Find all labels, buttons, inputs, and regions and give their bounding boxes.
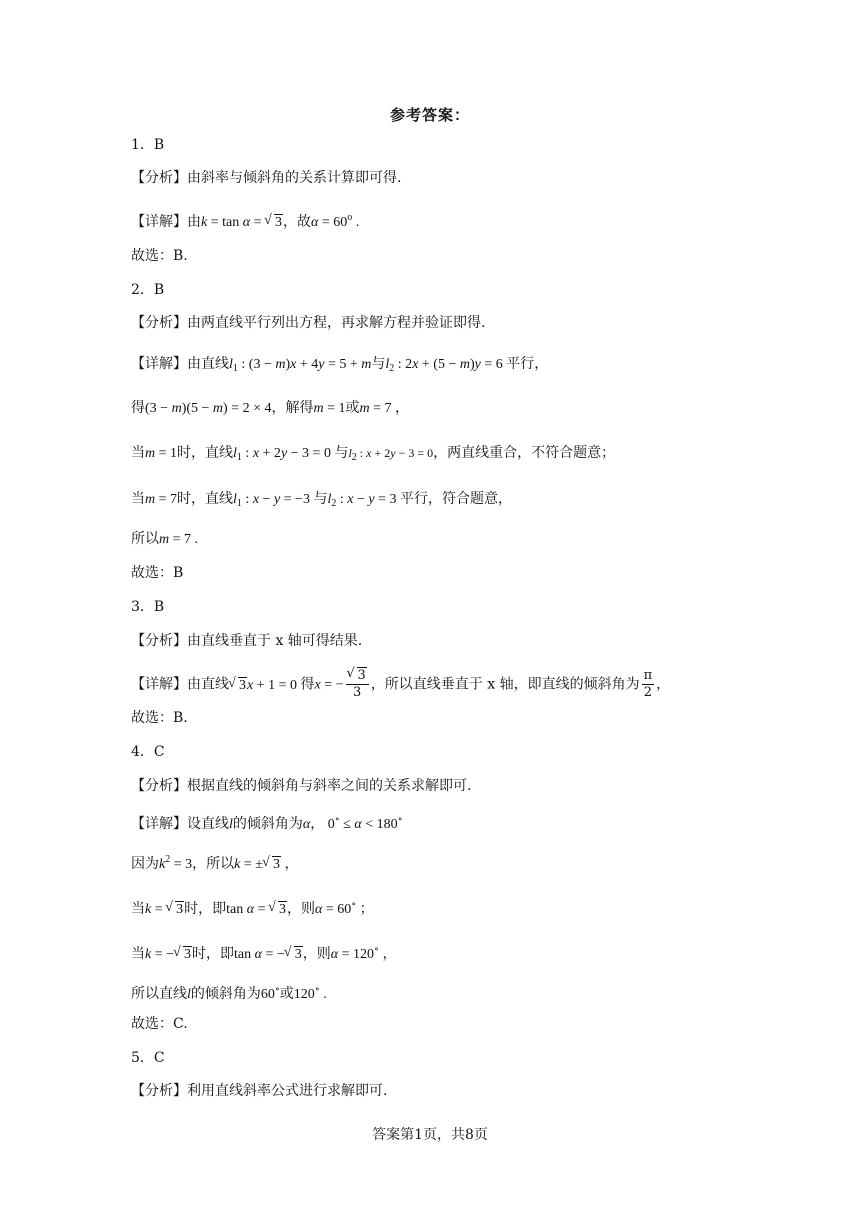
formula-120: 120∘ . <box>293 984 327 1002</box>
question-1-detail <box>131 208 359 233</box>
formula-line-l2: $l_2$ : 2x + (5 − m)y = 6 <box>385 357 507 374</box>
question-3-answer: 3．B <box>131 599 165 615</box>
formula-line-l1: $l_1$ : x − y = −3 <box>233 492 314 509</box>
formula-k: k = √ 3 <box>145 902 184 917</box>
detail-text: ，则 <box>287 901 315 917</box>
formula-m7: m = 7 <box>145 492 178 507</box>
detail-text: 得 <box>131 400 145 416</box>
page-title: 参考答案： <box>389 106 470 124</box>
question-4-conclusion: 故选：C. <box>131 1016 188 1032</box>
question-1-conclusion: 故选：B. <box>131 248 188 264</box>
detail-text: 与 <box>334 445 349 461</box>
question-2-answer: 2．B <box>131 282 165 298</box>
detail-text: 时，即 <box>184 901 227 917</box>
formula-angle: $\alpha = 60^o$ . <box>310 212 360 230</box>
formula-m1: m = 1 <box>145 446 178 461</box>
question-4-because <box>131 850 298 875</box>
detail-text: 或 <box>279 986 294 1002</box>
question-4-case-2 <box>131 940 396 965</box>
formula-line-l2: $l_2$ : x − y = 3 <box>327 492 400 509</box>
formula-alpha: α <box>302 817 311 832</box>
formula-l: l <box>187 987 191 1002</box>
detail-text: 【详解】由直线 <box>131 676 229 693</box>
detail-text: ，解得 <box>271 400 314 416</box>
detail-text: ，两直线重合，不符合题意； <box>433 445 616 461</box>
question-5-answer: 5．C <box>131 1050 165 1066</box>
question-4-answer: 4．C <box>131 744 165 760</box>
detail-text: ，故 <box>282 214 311 230</box>
detail-text: 【详解】由直线 <box>131 356 229 372</box>
question-1-analysis: 【分析】由斜率与倾斜角的关系计算即可得. <box>131 170 402 186</box>
detail-text: 时，直线 <box>177 491 234 507</box>
formula-alpha-value: α = 60∘ ； <box>315 899 374 917</box>
detail-text: 的倾斜角为 <box>232 816 303 832</box>
question-1-answer: 1．B <box>131 137 165 153</box>
detail-text: 【详解】设直线 <box>131 816 229 832</box>
detail-text: 当 <box>131 445 145 461</box>
formula-k-squared: $k^2 = 3$ <box>159 854 193 872</box>
formula-alpha-value: α = 120∘ ， <box>330 944 397 962</box>
formula-m7: m = 7 ， <box>359 401 410 416</box>
formula-line-l2: $l_2$ : x + 2y − 3 = 0 <box>348 446 434 463</box>
detail-text: 所以直线 <box>131 986 187 1002</box>
detail-text: 与 <box>313 491 328 507</box>
detail-text: 得 <box>300 676 315 693</box>
formula-pi-half: $\frac{\pi}{2}$ <box>643 668 653 700</box>
question-2-detail <box>131 354 548 379</box>
question-2-step <box>131 398 409 419</box>
question-4-analysis: 【分析】根据直线的倾斜角与斜率之间的关系求解即可. <box>131 778 472 794</box>
question-2-case-1 <box>131 443 615 468</box>
question-3-conclusion: 故选：B. <box>131 710 188 726</box>
question-2-result <box>131 529 198 550</box>
detail-text: 【详解】由 <box>131 214 201 230</box>
question-4-case-1 <box>131 895 374 920</box>
formula-equation: (3 − m)(5 − m) = 2 × 4 <box>145 401 272 416</box>
formula-line-l1: $l_1$ : (3 − m)x + 4y = 5 + m <box>229 357 372 374</box>
question-3-detail: 【详解】由直线√ 3x + 1 = 0 得x = − √ $\frac{3}{3}$ ，所以直线垂直于 x 轴，即直线的倾斜角为 $\frac{\pi}{2}$ ， <box>131 668 670 701</box>
formula-line: √ 3x + 1 = 0 <box>229 678 301 693</box>
detail-text: 因为 <box>131 856 159 872</box>
detail-text: 时，直线 <box>177 445 234 461</box>
detail-text: 当 <box>131 901 145 917</box>
detail-text: 当 <box>131 491 145 507</box>
detail-text: 的倾斜角为 <box>190 986 261 1002</box>
detail-text: 所以 <box>131 531 159 547</box>
question-4-result <box>131 980 327 1005</box>
formula-fraction: √ $\frac{3}{3}$ <box>346 668 369 701</box>
formula-m7: m = 7 . <box>159 532 199 547</box>
detail-text: ，所以直线垂直于 x 轴，即直线的倾斜角为 <box>370 676 640 693</box>
question-2-conclusion: 故选：B <box>131 565 184 581</box>
formula-m1: m = 1 <box>313 401 346 416</box>
detail-text: ，则 <box>302 946 331 962</box>
formula-tan: tan α = −√ 3 <box>234 947 303 962</box>
formula-k: k = −√ 3 <box>145 947 192 962</box>
detail-text: 与 <box>371 356 386 372</box>
detail-text: 当 <box>131 946 145 962</box>
question-5-analysis: 【分析】利用直线斜率公式进行求解即可. <box>131 1083 388 1099</box>
question-2-case-2 <box>131 489 512 514</box>
formula-60: 60∘ <box>260 984 280 1002</box>
formula-l: l <box>229 817 233 832</box>
formula-range: ， 0∘ ≤ α < 180∘ <box>310 814 403 832</box>
detail-text: 平行， <box>506 356 549 372</box>
detail-text: ，所以 <box>192 856 235 872</box>
question-3-analysis: 【分析】由直线垂直于 x 轴可得结果. <box>131 633 363 649</box>
question-4-detail <box>131 810 403 835</box>
formula-line-l1: $l_1$ : x + 2y − 3 = 0 <box>233 446 335 463</box>
formula-k: k = ±√ 3 ， <box>234 857 298 872</box>
formula-tan: tan α = √ 3 <box>226 902 287 917</box>
question-2-analysis: 【分析】由两直线平行列出方程，再求解方程并验证即得. <box>131 315 486 331</box>
detail-text: 时，即 <box>192 946 235 962</box>
formula-slope: k = tan α = √ 3 <box>201 215 283 230</box>
formula-x: x = − <box>314 677 344 693</box>
detail-text: 或 <box>345 400 360 416</box>
detail-text: 平行，符合题意， <box>399 491 512 507</box>
page-footer: 答案第1页，共8页 <box>372 1127 488 1143</box>
